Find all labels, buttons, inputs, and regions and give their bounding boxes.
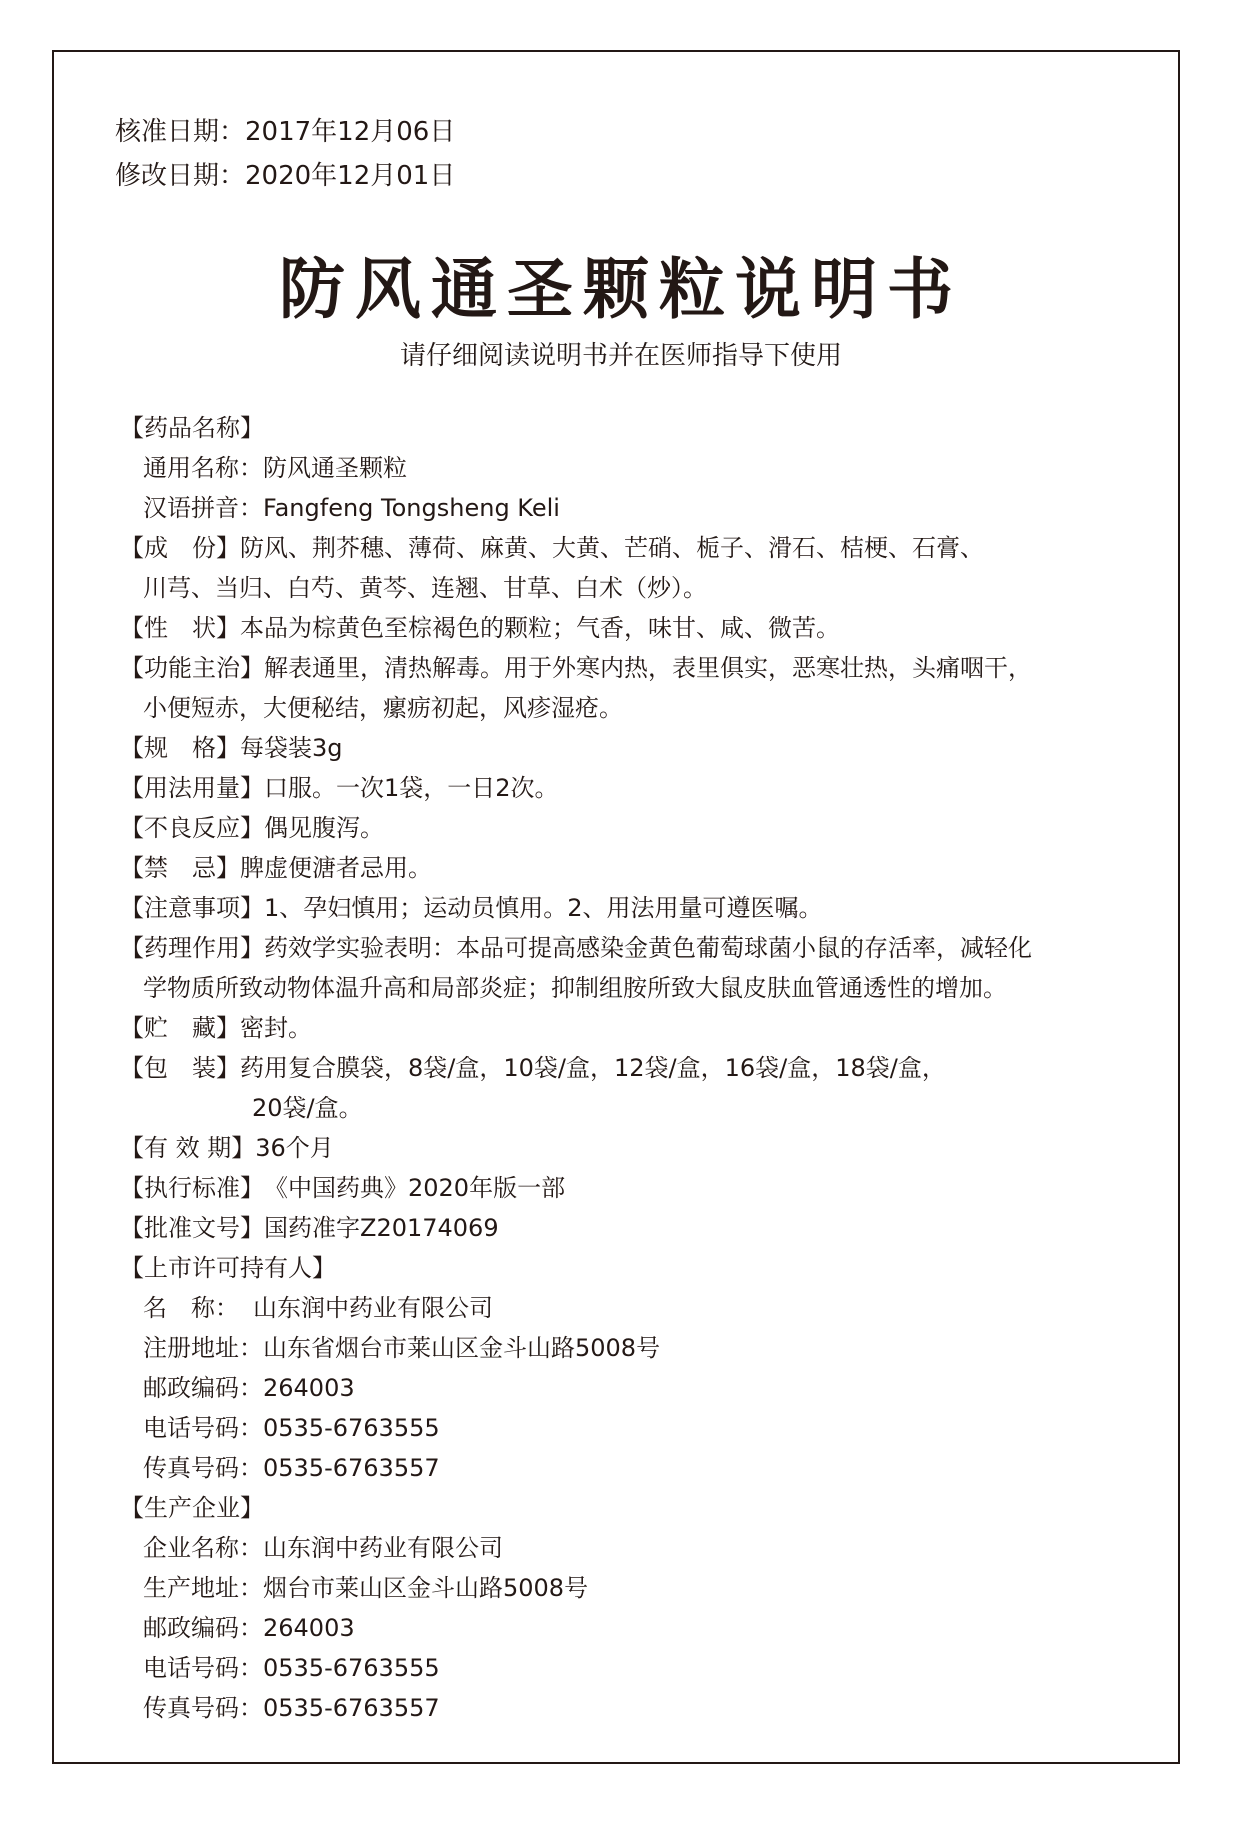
maker-name-row	[120, 1528, 1130, 1568]
function-row	[120, 648, 1130, 688]
pinyin-row	[120, 488, 1130, 528]
caution-value: 1、孕妇慎用；运动员慎用。2、用法用量可遵医嘱。	[264, 894, 823, 922]
holder-name-row	[120, 1288, 1130, 1328]
holder-tel-label: 电话号码：	[143, 1414, 263, 1442]
usage-heading: 【用法用量】	[120, 774, 264, 802]
maker-tel-row	[120, 1648, 1130, 1688]
function-heading: 【功能主治】	[120, 654, 264, 682]
generic-name-label: 通用名称：	[143, 454, 263, 482]
caution-row	[120, 888, 1130, 928]
function-value-line1: 解表通里，清热解毒。用于外寒内热，表里俱实，恶寒壮热，头痛咽干，	[264, 654, 1032, 682]
maker-tel-value: 0535-6763555	[263, 1654, 440, 1682]
pharmacology-heading: 【药理作用】	[120, 934, 264, 962]
holder-address-value: 山东省烟台市莱山区金斗山路5008号	[263, 1334, 661, 1362]
character-row	[120, 608, 1130, 648]
generic-name-value: 防风通圣颗粒	[263, 454, 407, 482]
pinyin-value: Fangfeng Tongsheng Keli	[263, 494, 560, 522]
maker-zip-label: 邮政编码：	[143, 1614, 263, 1642]
ingredients-heading: 【成 份】	[120, 534, 240, 562]
package-row-2	[120, 1088, 1130, 1128]
spec-heading: 【规 格】	[120, 734, 240, 762]
holder-fax-row	[120, 1448, 1130, 1488]
holder-heading: 【上市许可持有人】	[120, 1254, 336, 1282]
spec-row	[120, 728, 1130, 768]
function-row-2	[120, 688, 1130, 728]
document-subtitle: 请仔细阅读说明书并在医师指导下使用	[399, 341, 842, 371]
ingredients-value-line1: 防风、荆芥穗、薄荷、麻黄、大黄、芒硝、栀子、滑石、桔梗、石膏、	[240, 534, 984, 562]
pharmacology-row	[120, 928, 1130, 968]
package-heading: 【包 装】	[120, 1054, 240, 1082]
maker-heading-row	[120, 1488, 1130, 1528]
holder-fax-value: 0535-6763557	[263, 1454, 440, 1482]
revision-date: 修改日期：2020年12月01日	[115, 161, 456, 191]
adverse-row	[120, 808, 1130, 848]
holder-zip-label: 邮政编码：	[143, 1374, 263, 1402]
maker-name-label: 企业名称：	[143, 1534, 263, 1562]
standard-row	[120, 1168, 1130, 1208]
holder-tel-value: 0535-6763555	[263, 1414, 440, 1442]
adverse-heading: 【不良反应】	[120, 814, 264, 842]
standard-heading: 【执行标准】	[120, 1174, 264, 1202]
storage-row	[120, 1008, 1130, 1048]
package-value-line1: 药用复合膜袋，8袋/盒，10袋/盒，12袋/盒，16袋/盒，18袋/盒，	[240, 1054, 946, 1082]
storage-value: 密封。	[240, 1014, 312, 1042]
pharmacology-row-2	[120, 968, 1130, 1008]
maker-heading: 【生产企业】	[120, 1494, 264, 1522]
maker-zip-row	[120, 1608, 1130, 1648]
holder-heading-row	[120, 1248, 1130, 1288]
adverse-value: 偶见腹泻。	[264, 814, 384, 842]
maker-fax-row	[120, 1688, 1130, 1728]
contraindication-row	[120, 848, 1130, 888]
pinyin-label: 汉语拼音：	[143, 494, 263, 522]
usage-value: 口服。一次1袋，一日2次。	[264, 774, 559, 802]
approval-number-value: 国药准字Z20174069	[264, 1214, 499, 1242]
document-title: 防风通圣颗粒说明书	[279, 251, 963, 328]
package-value-line2: 20袋/盒。	[252, 1094, 363, 1122]
drug-name-heading-row	[120, 408, 1130, 448]
maker-fax-value: 0535-6763557	[263, 1694, 440, 1722]
holder-name-label: 名 称：	[143, 1294, 239, 1322]
maker-tel-label: 电话号码：	[143, 1654, 263, 1682]
approval-number-row	[120, 1208, 1130, 1248]
maker-address-value: 烟台市莱山区金斗山路5008号	[263, 1574, 589, 1602]
validity-row	[120, 1128, 1130, 1168]
holder-address-row	[120, 1328, 1130, 1368]
spec-value: 每袋装3g	[240, 734, 343, 762]
pharmacology-value-line2: 学物质所致动物体温升高和局部炎症；抑制组胺所致大鼠皮肤血管通透性的增加。	[143, 974, 1007, 1002]
storage-heading: 【贮 藏】	[120, 1014, 240, 1042]
contraindication-value: 脾虚便溏者忌用。	[240, 854, 432, 882]
leaflet-content	[120, 408, 1130, 1728]
holder-address-label: 注册地址：	[143, 1334, 263, 1362]
maker-fax-label: 传真号码：	[143, 1694, 263, 1722]
ingredients-row	[120, 528, 1130, 568]
contraindication-heading: 【禁 忌】	[120, 854, 240, 882]
approval-date: 核准日期：2017年12月06日	[115, 117, 456, 147]
usage-row	[120, 768, 1130, 808]
package-row	[120, 1048, 1130, 1088]
holder-zip-row	[120, 1368, 1130, 1408]
maker-address-label: 生产地址：	[143, 1574, 263, 1602]
standard-value: 《中国药典》2020年版一部	[264, 1174, 566, 1202]
function-value-line2: 小便短赤，大便秘结，瘰疬初起，风疹湿疮。	[143, 694, 623, 722]
validity-heading: 【有 效 期】	[120, 1134, 256, 1162]
maker-address-row	[120, 1568, 1130, 1608]
holder-fax-label: 传真号码：	[143, 1454, 263, 1482]
maker-name-value: 山东润中药业有限公司	[263, 1534, 503, 1562]
holder-zip-value: 264003	[263, 1374, 355, 1402]
holder-tel-row	[120, 1408, 1130, 1448]
generic-name-row	[120, 448, 1130, 488]
caution-heading: 【注意事项】	[120, 894, 264, 922]
validity-value: 36个月	[255, 1134, 334, 1162]
ingredients-value-line2: 川芎、当归、白芍、黄芩、连翘、甘草、白术（炒）。	[143, 574, 707, 602]
ingredients-row-2	[120, 568, 1130, 608]
character-value: 本品为棕黄色至棕褐色的颗粒；气香，味甘、咸、微苦。	[240, 614, 840, 642]
holder-name-value: 山东润中药业有限公司	[253, 1294, 493, 1322]
maker-zip-value: 264003	[263, 1614, 355, 1642]
pharmacology-value-line1: 药效学实验表明：本品可提高感染金黄色葡萄球菌小鼠的存活率，减轻化	[264, 934, 1032, 962]
approval-number-heading: 【批准文号】	[120, 1214, 264, 1242]
date-block	[115, 110, 455, 198]
drug-name-heading: 【药品名称】	[120, 414, 264, 442]
character-heading: 【性 状】	[120, 614, 240, 642]
